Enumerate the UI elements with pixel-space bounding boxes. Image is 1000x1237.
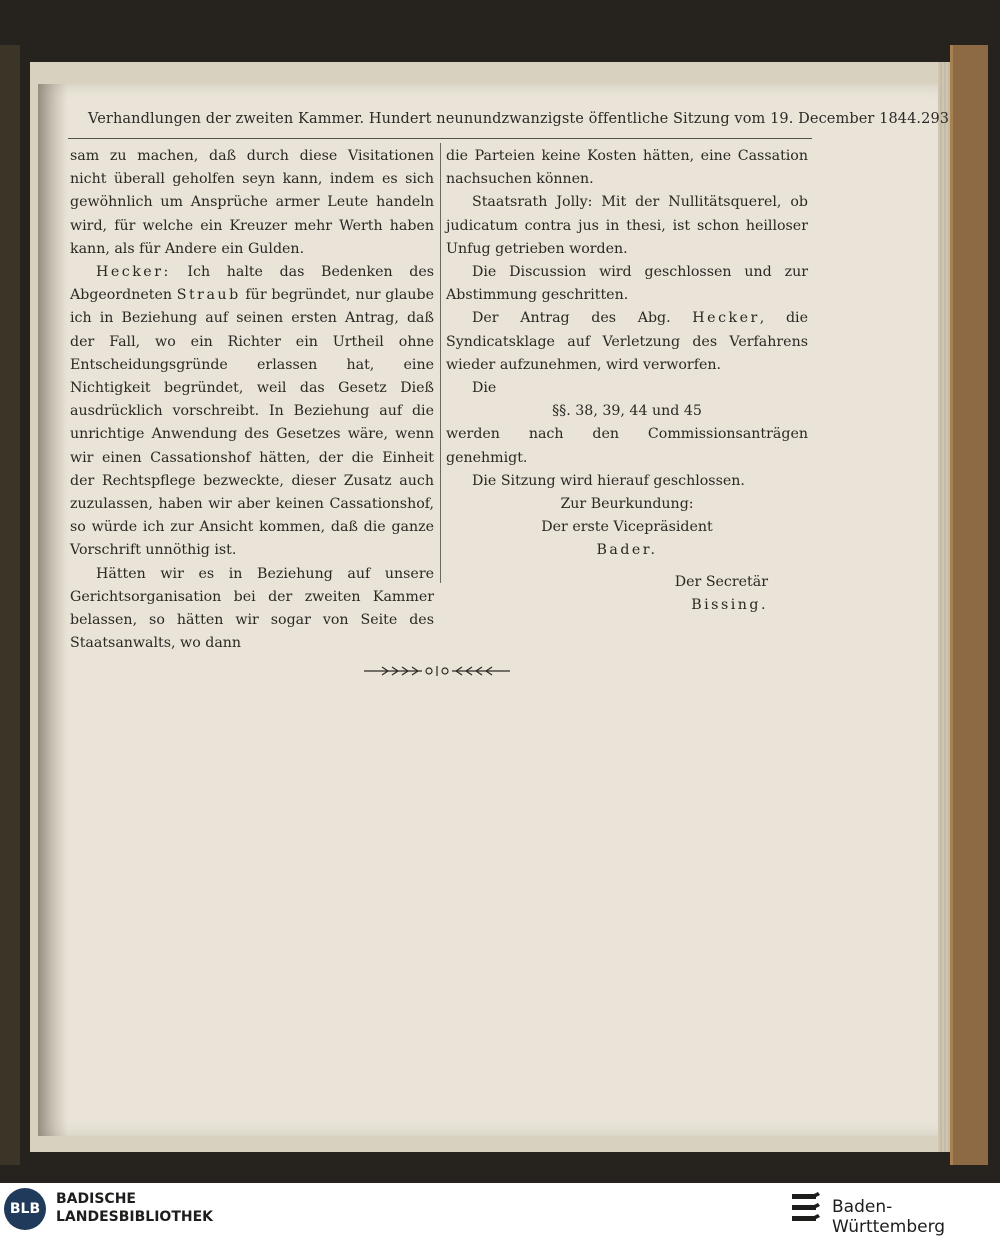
signature-title-1: Der erste Vicepräsident: [541, 519, 713, 536]
paragraph-numbers: §§. 38, 39, 44 und 45: [552, 403, 702, 420]
right-paragraph-1: die Parteien keine Kosten hätten, eine Cassation nachsuchen können.: [446, 148, 808, 188]
right-paragraph-2: [446, 191, 808, 261]
speaker-hecker: Hecker:: [96, 264, 171, 281]
three-lions-icon[interactable]: [790, 1190, 822, 1224]
right-paragraph-7: werden nach den Commissionsanträgen genehmigt.: [446, 426, 808, 466]
right-paragraph-8: Die Sitzung wird hierauf geschlossen.: [472, 472, 745, 489]
running-header: [88, 111, 950, 135]
signature-name-2: Bissing.: [691, 596, 768, 613]
gutter-shadow: [38, 84, 68, 1136]
name-straub: Straub: [176, 287, 241, 304]
library-name-line-2: LANDESBIBLIOTHEK: [56, 1209, 214, 1225]
column-divider: [440, 143, 441, 583]
library-name-line-1: BADISCHE: [56, 1191, 136, 1207]
speaker-jolly: Staatsrath Jolly:: [472, 194, 593, 211]
right-paragraph-4-post: , die Syndicatsklage auf Verletzung des Verfahrens wieder aufzunehmen, wird verworfen.: [446, 310, 808, 373]
blb-logo[interactable]: BLB: [4, 1188, 46, 1230]
signature-title-2: Der Secretär: [674, 573, 768, 590]
signature-name-1: Bader.: [596, 542, 658, 559]
running-title: Verhandlungen der zweiten Kammer. Hundert neunundzwanzigste öffentliche Sitzung vom 19. December 1844.: [88, 111, 922, 127]
left-paragraph-3: Hätten wir es in Beziehung auf unsere Gerichtsorganisation bei der zweiten Kammer belassen, so hätten wir sogar von Seite des Staatsanwalts, wo dann: [70, 565, 434, 652]
header-rule: [68, 138, 812, 139]
left-paragraph-2: [70, 261, 434, 563]
left-paragraph-1: sam zu machen, daß durch diese Visitationen nicht überall geholfen seyn kann, indem es sich gewöhnlich um Ansprüche armer Leute handeln wird, für welche ein Kreuzer mehr Werth haben kann, als für Andere ein Gulden.: [70, 148, 434, 257]
right-paragraph-2-text: Mit der Nullitätsquerel, ob judicatum contra jus in thesi, ist schon heilloser Unfug getrieben worden.: [446, 194, 808, 257]
name-hecker: Hecker: [692, 310, 760, 327]
right-paragraph-3: Die Discussion wird geschlossen und zur Abstimmung geschritten.: [446, 264, 808, 304]
signature-intro: Zur Beurkundung:: [560, 496, 694, 513]
right-column: [446, 145, 808, 617]
page-number: 293: [921, 111, 950, 127]
book-cover-left: [0, 45, 20, 1165]
right-paragraph-4: [446, 307, 808, 377]
left-column: [70, 145, 434, 655]
right-paragraph-4-pre: Der Antrag des Abg.: [472, 310, 693, 327]
ornament-divider: [362, 664, 512, 678]
book-cover-right: [950, 45, 988, 1165]
library-name[interactable]: [56, 1190, 213, 1226]
right-paragraph-5: Die: [472, 380, 497, 397]
left-paragraph-2-text: Ich halte das Bedenken des Abgeordneten: [70, 264, 434, 304]
left-paragraph-2-rest: für begründet, nur glaube ich in Beziehung auf seinen ersten Antrag, daß der Fall, wo ein Richter ein Urtheil ohne Entscheidungsgründe erlassen hat, eine Nichtigkeit begründet, weil das Gesetz Dieß ausdrücklich vorschreibt. In Beziehung auf die unrichtige Anwendung des Gesetzes wäre, wenn wir einen Cassationshof hätten, der die Einheit der Rechtspflege bezweckte, dieser Zusatz auch zuzulassen, haben wir aber keinen Cassationshof, so würde ich zur Ansicht kommen, daß die ganze Vorschrift unnöthig ist.: [70, 287, 434, 559]
state-name[interactable]: Baden-Württemberg: [832, 1197, 946, 1237]
